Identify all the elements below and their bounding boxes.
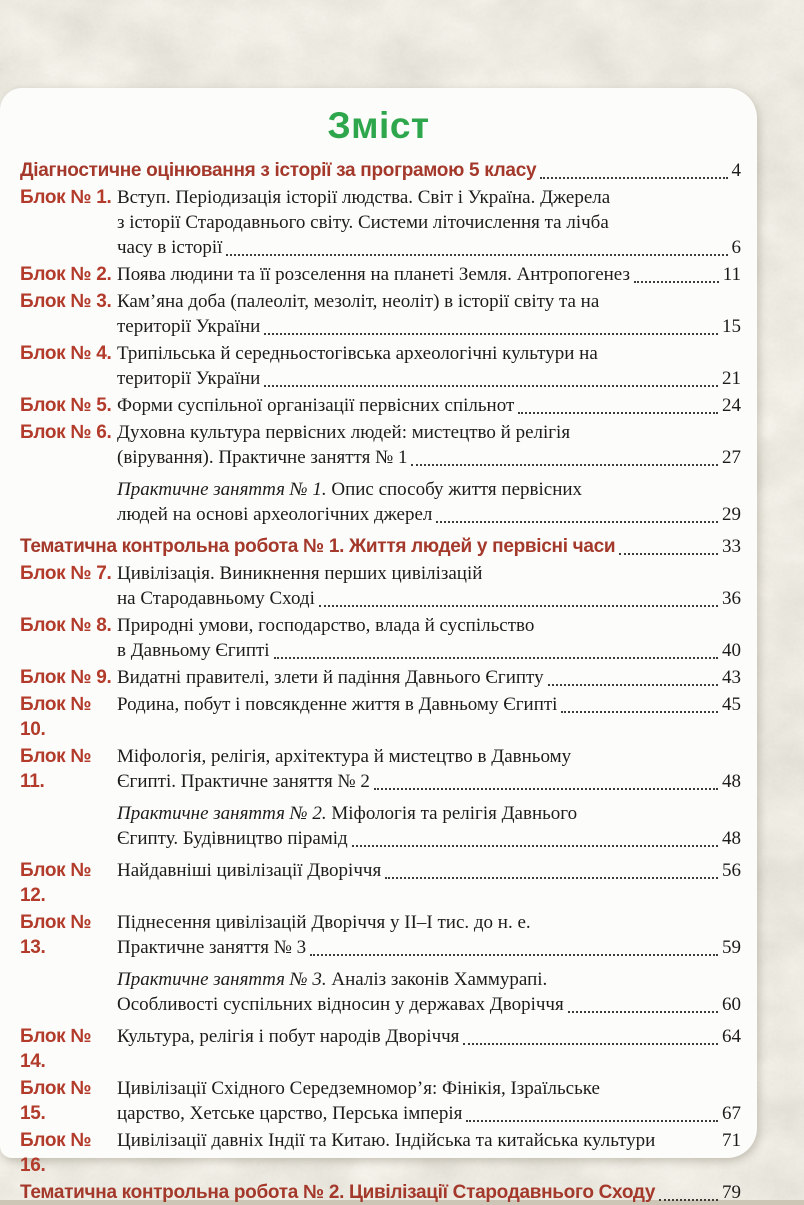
toc-entry-block <box>20 744 741 794</box>
page-number: 33 <box>722 536 741 557</box>
entry-line-text: Особливості суспільних відносин у державах Дворіччя <box>117 994 564 1015</box>
entry-last-line <box>117 235 741 260</box>
entry-line <box>117 289 741 314</box>
block-label: Блок № 4. <box>20 343 112 364</box>
entry-text <box>117 561 741 611</box>
toc-entry-row <box>20 262 741 287</box>
entry-line <box>117 185 741 210</box>
page-title: Зміст <box>327 105 430 146</box>
entry-line-text: Культура, релігія і побут народів Дворіччя <box>117 1026 460 1047</box>
page-number: 40 <box>722 640 741 661</box>
entry-line-text: Цивілізації Східного Середземномор’я: Фінікія, Ізраїльське <box>117 1078 600 1099</box>
entry-line-text: Вступ. Періодизація історії людства. Світ і Україна. Джерела <box>117 187 611 208</box>
entry-line-text: людей на основі археологічних джерел <box>117 504 433 525</box>
toc-entry-row <box>20 341 741 391</box>
page-number: 71 <box>722 1130 741 1151</box>
entry-line-text: Практичне заняття № 2. Міфологія та релігія Давнього <box>117 803 578 824</box>
entry-line-text: Трипільська й середньостогівська археологічні культури на <box>117 343 598 364</box>
entry-text <box>117 967 741 1017</box>
toc-entry-block <box>20 262 741 287</box>
block-label: Блок № 7. <box>20 563 112 584</box>
entry-line-text: території України <box>117 316 261 337</box>
dot-leader <box>634 281 719 283</box>
entry-line-text: Цивілізація. Виникнення перших цивілізацій <box>117 563 483 584</box>
toc-section-text: Діагностичне оцінювання з історії за програмою 5 класу <box>20 160 537 181</box>
page-number: 4 <box>731 160 741 181</box>
block-label: Блок № 10. <box>20 694 92 740</box>
dot-leader <box>540 177 727 179</box>
dot-leader <box>619 553 718 555</box>
practical-lead-italic: Практичне заняття № 3. <box>117 969 327 990</box>
entry-last-line <box>117 769 741 794</box>
entry-line-text: території України <box>117 368 261 389</box>
entry-line-text: з історії Стародавнього світу. Системи літочислення та лічба <box>117 212 609 233</box>
toc-entry-block <box>20 393 741 418</box>
toc-entry-section <box>20 534 741 559</box>
entry-text <box>117 477 741 527</box>
toc-entry-row <box>20 613 741 663</box>
toc-entry-row <box>20 393 741 418</box>
entry-line-text: Видатні правителі, злети й падіння Давнього Єгипту <box>117 667 544 688</box>
toc-entry-row <box>20 289 741 339</box>
block-label: Блок № 3. <box>20 291 112 312</box>
dot-leader <box>385 877 718 879</box>
block-label: Блок № 13. <box>20 912 92 958</box>
entry-last-line <box>117 445 741 470</box>
entry-line <box>117 744 741 769</box>
toc-entry-row <box>20 1024 741 1074</box>
entry-text <box>117 801 741 851</box>
dot-leader <box>226 254 727 256</box>
entry-line-text: Кам’яна доба (палеоліт, мезоліт, неоліт) в історії світу та на <box>117 291 600 312</box>
entry-text <box>117 1128 741 1153</box>
entry-text <box>117 665 741 690</box>
page-number: 36 <box>722 588 741 609</box>
page-number: 11 <box>722 264 741 285</box>
entry-line-text: Практичне заняття № 1. Опис способу життя первісних <box>117 479 583 500</box>
entry-line-text: Практичне заняття № 3. Аналіз законів Хаммурапі. <box>117 969 548 990</box>
toc-entry-row <box>20 1128 741 1178</box>
entry-line-text: Найдавніші цивілізації Дворіччя <box>117 860 382 881</box>
entry-last-line <box>117 314 741 339</box>
toc-list <box>0 158 757 1205</box>
entry-line-text: Піднесення цивілізацій Дворіччя у II–I тис. до н. е. <box>117 912 531 933</box>
entry-text <box>117 692 741 717</box>
entry-last-line <box>117 826 741 851</box>
toc-entry-block <box>20 185 741 260</box>
entry-line-text: Єгипті. Практичне заняття № 2 <box>117 771 370 792</box>
dot-leader <box>548 684 718 686</box>
entry-last-line <box>117 502 741 527</box>
page-number: 59 <box>722 937 741 958</box>
entry-text <box>117 744 741 794</box>
page-number: 67 <box>722 1103 741 1124</box>
entry-last-line <box>117 692 741 717</box>
entry-text <box>117 910 741 960</box>
toc-entry-block <box>20 1128 741 1178</box>
entry-text <box>117 341 741 391</box>
entry-last-line <box>117 935 741 960</box>
entry-last-line <box>117 992 741 1017</box>
dot-leader <box>319 605 718 607</box>
toc-entry-row <box>20 858 741 908</box>
block-label: Блок № 16. <box>20 1130 92 1176</box>
toc-entry-row <box>20 185 741 260</box>
content-card <box>0 88 757 1203</box>
entry-text <box>117 858 741 883</box>
toc-section-line <box>20 158 741 183</box>
block-label: Блок № 9. <box>20 667 112 688</box>
dot-leader <box>463 1043 718 1045</box>
entry-line-text: Цивілізації давніх Індії та Китаю. Індійська та китайська культури <box>117 1130 656 1151</box>
toc-entry-section <box>20 158 741 183</box>
page-number: 79 <box>722 1182 741 1203</box>
toc-entry-block <box>20 910 741 960</box>
entry-line <box>117 561 741 586</box>
toc-section-line <box>20 1180 741 1205</box>
toc-entry-block <box>20 1024 741 1074</box>
dot-leader <box>568 1011 718 1013</box>
entry-last-line <box>117 1101 741 1126</box>
toc-entry-practical <box>20 477 741 527</box>
toc-entry-practical <box>20 967 741 1017</box>
entry-last-line <box>117 366 741 391</box>
entry-line-text: Природні умови, господарство, влада й суспільство <box>117 615 535 636</box>
page-number: 24 <box>722 395 741 416</box>
entry-line-text: в Давньому Єгипті <box>117 640 270 661</box>
toc-entry-block <box>20 613 741 663</box>
toc-entry-block <box>20 858 741 908</box>
entry-line <box>117 613 741 638</box>
page-number: 45 <box>722 694 741 715</box>
toc-entry-row <box>20 1076 741 1126</box>
toc-entry-block <box>20 1076 741 1126</box>
toc-entry-practical <box>20 801 741 851</box>
entry-text <box>117 1024 741 1049</box>
toc-entry-row <box>20 420 741 470</box>
dot-leader <box>466 1120 718 1122</box>
entry-line <box>117 1076 741 1101</box>
entry-line-text: Форми суспільної організації первісних спільнот <box>117 395 515 416</box>
page-number: 6 <box>731 237 741 258</box>
entry-line <box>117 801 741 826</box>
toc-entry-row <box>20 801 741 851</box>
entry-line <box>117 967 741 992</box>
block-label: Блок № 8. <box>20 615 112 636</box>
entry-last-line <box>117 638 741 663</box>
page-number: 43 <box>722 667 741 688</box>
dot-leader <box>310 954 718 956</box>
block-label: Блок № 5. <box>20 395 112 416</box>
toc-entry-section <box>20 1180 741 1205</box>
toc-entry-block <box>20 561 741 611</box>
entry-text <box>117 262 741 287</box>
toc-entry-row <box>20 561 741 611</box>
toc-section-line <box>20 534 741 559</box>
dot-leader <box>518 412 718 414</box>
entry-last-line <box>117 858 741 883</box>
entry-last-line <box>117 1128 741 1153</box>
page-number: 29 <box>722 504 741 525</box>
entry-last-line <box>117 262 741 287</box>
toc-entry-row <box>20 910 741 960</box>
block-label: Блок № 15. <box>20 1078 92 1124</box>
entry-text <box>117 185 741 260</box>
toc-entry-row <box>20 692 741 742</box>
entry-last-line <box>117 393 741 418</box>
dot-leader <box>561 711 718 713</box>
toc-entry-row <box>20 967 741 1017</box>
dot-leader <box>264 333 718 335</box>
block-label: Блок № 6. <box>20 422 112 443</box>
practical-lead-italic: Практичне заняття № 2. <box>117 803 327 824</box>
entry-text <box>117 289 741 339</box>
entry-line-text: на Стародавньому Сході <box>117 588 315 609</box>
entry-last-line <box>117 1024 741 1049</box>
entry-text <box>117 393 741 418</box>
page-number: 48 <box>722 828 741 849</box>
dot-leader <box>436 521 718 523</box>
entry-text <box>117 420 741 470</box>
entry-line-text: Єгипту. Будівництво пірамід <box>117 828 348 849</box>
entry-last-line <box>117 665 741 690</box>
dot-leader <box>374 788 718 790</box>
dot-leader <box>411 464 718 466</box>
page-number: 21 <box>722 368 741 389</box>
page-number: 56 <box>722 860 741 881</box>
entry-last-line <box>117 586 741 611</box>
entry-line <box>117 210 741 235</box>
page-number: 15 <box>722 316 741 337</box>
entry-line-text: Духовна культура первісних людей: мистецтво й релігія <box>117 422 571 443</box>
toc-section-text: Тематична контрольна робота № 2. Цивілізації Стародавнього Сходу <box>20 1182 656 1203</box>
block-label: Блок № 12. <box>20 860 92 906</box>
entry-line <box>117 910 741 935</box>
entry-text <box>117 1076 741 1126</box>
entry-line-text: часу в історії <box>117 237 223 258</box>
entry-line <box>117 477 741 502</box>
block-label: Блок № 14. <box>20 1026 92 1072</box>
entry-line <box>117 341 741 366</box>
toc-entry-block <box>20 692 741 742</box>
dot-leader <box>274 657 718 659</box>
toc-entry-row <box>20 665 741 690</box>
entry-line-text: Міфологія, релігія, архітектура й мистецтво в Давньому <box>117 746 572 767</box>
practical-lead-italic: Практичне заняття № 1. <box>117 479 327 500</box>
page-number: 27 <box>722 447 741 468</box>
dot-leader <box>659 1199 718 1201</box>
dot-leader <box>352 845 718 847</box>
entry-text <box>117 613 741 663</box>
page-number: 60 <box>722 994 741 1015</box>
block-label: Блок № 2. <box>20 264 112 285</box>
toc-section-text: Тематична контрольна робота № 1. Життя людей у первісні часи <box>20 536 616 557</box>
toc-entry-block <box>20 420 741 470</box>
page-number: 48 <box>722 771 741 792</box>
dot-leader <box>264 385 718 387</box>
entry-line <box>117 420 741 445</box>
entry-line-text: Поява людини та її розселення на планеті Земля. Антропогенез <box>117 264 630 285</box>
page-number: 64 <box>722 1026 741 1047</box>
entry-line-text: (вірування). Практичне заняття № 1 <box>117 447 408 468</box>
toc-entry-block <box>20 341 741 391</box>
entry-line-text: Практичне заняття № 3 <box>117 937 307 958</box>
toc-entry-row <box>20 744 741 794</box>
block-label: Блок № 1. <box>20 187 112 208</box>
entry-line-text: Родина, побут і повсякденне життя в Давньому Єгипті <box>117 694 558 715</box>
toc-entry-row <box>20 477 741 527</box>
toc-entry-block <box>20 665 741 690</box>
block-label: Блок № 11. <box>20 746 92 792</box>
toc-entry-block <box>20 289 741 339</box>
entry-line-text: царство, Хетське царство, Перська імперія <box>117 1103 463 1124</box>
